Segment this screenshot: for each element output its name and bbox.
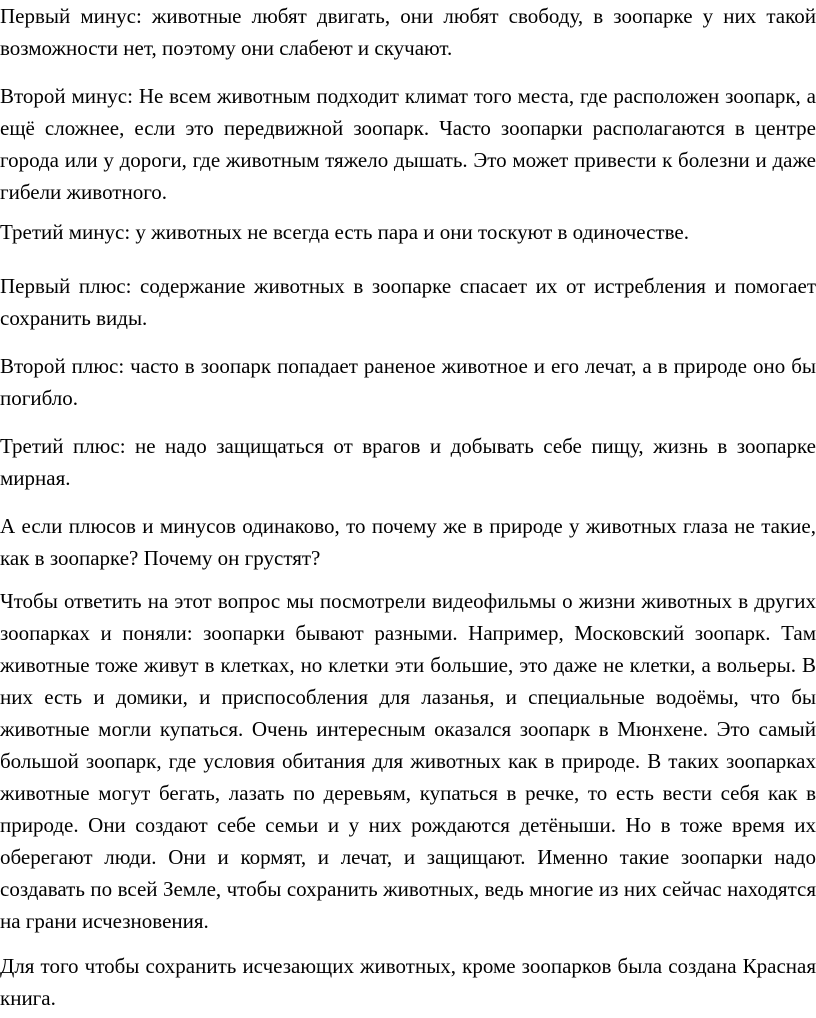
paragraph-third-plus: Третий плюс: не надо защищаться от врагов и добывать себе пищу, жизнь в зоопарке мирная. — [0, 434, 816, 490]
paragraph-zoo-examples: Чтобы ответить на этот вопрос мы посмотрели видеофильмы о жизни животных в других зоопарках и поняли: зоопарки бывают разными. Например, Московский зоопарк. Там животные тоже живут в клетках, но клетки эти большие, это даже не клетки, а вольеры. В них есть и домики, и приспособления для лазанья, и специальные водоёмы, что бы животные могли купаться. Очень интересным оказался зоопарк в Мюнхене. Это самый большой зоопарк, где условия обитания для животных как в природе. В таких зоопарках животные могут бегать, лазать по деревьям, купаться в речке, то есть вести себя как в природе. Они создают себе семьи и у них рождаются детёныши. Но в тоже время их оберегают люди. Они и кормят, и лечат, и защищают. Именно такие зоопарки надо создавать по всей Земле, чтобы сохранить животных, ведь многие из них сейчас находятся на грани исчезновения. — [0, 589, 816, 933]
paragraph-second-minus: Второй минус: Не всем животным подходит климат того места, где расположен зоопарк, а ещё сложнее, если это передвижной зоопарк. Часто зоопарки располагаются в центре города или у дороги, где животным тяжело дышать. Это может привести к болезни и даже гибели животного. — [0, 84, 816, 204]
paragraph-third-minus: Третий минус: у животных не всегда есть пара и они тоскуют в одиночестве. — [0, 220, 689, 244]
paragraph-question: А если плюсов и минусов одинаково, то почему же в природе у животных глаза не такие, как в зоопарке? Почему он грустят? — [0, 514, 816, 570]
paragraph-red-book: Для того чтобы сохранить исчезающих животных, кроме зоопарков была создана Красная книга. — [0, 954, 816, 1010]
paragraph-second-plus: Второй плюс: часто в зоопарк попадает раненое животное и его лечат, а в природе оно бы погибло. — [0, 354, 816, 410]
paragraph-first-plus: Первый плюс: содержание животных в зоопарке спасает их от истребления и помогает сохранить виды. — [0, 274, 816, 330]
paragraph-first-minus: Первый минус: животные любят двигать, они любят свободу, в зоопарке у них такой возможности нет, поэтому они слабеют и скучают. — [0, 4, 816, 60]
